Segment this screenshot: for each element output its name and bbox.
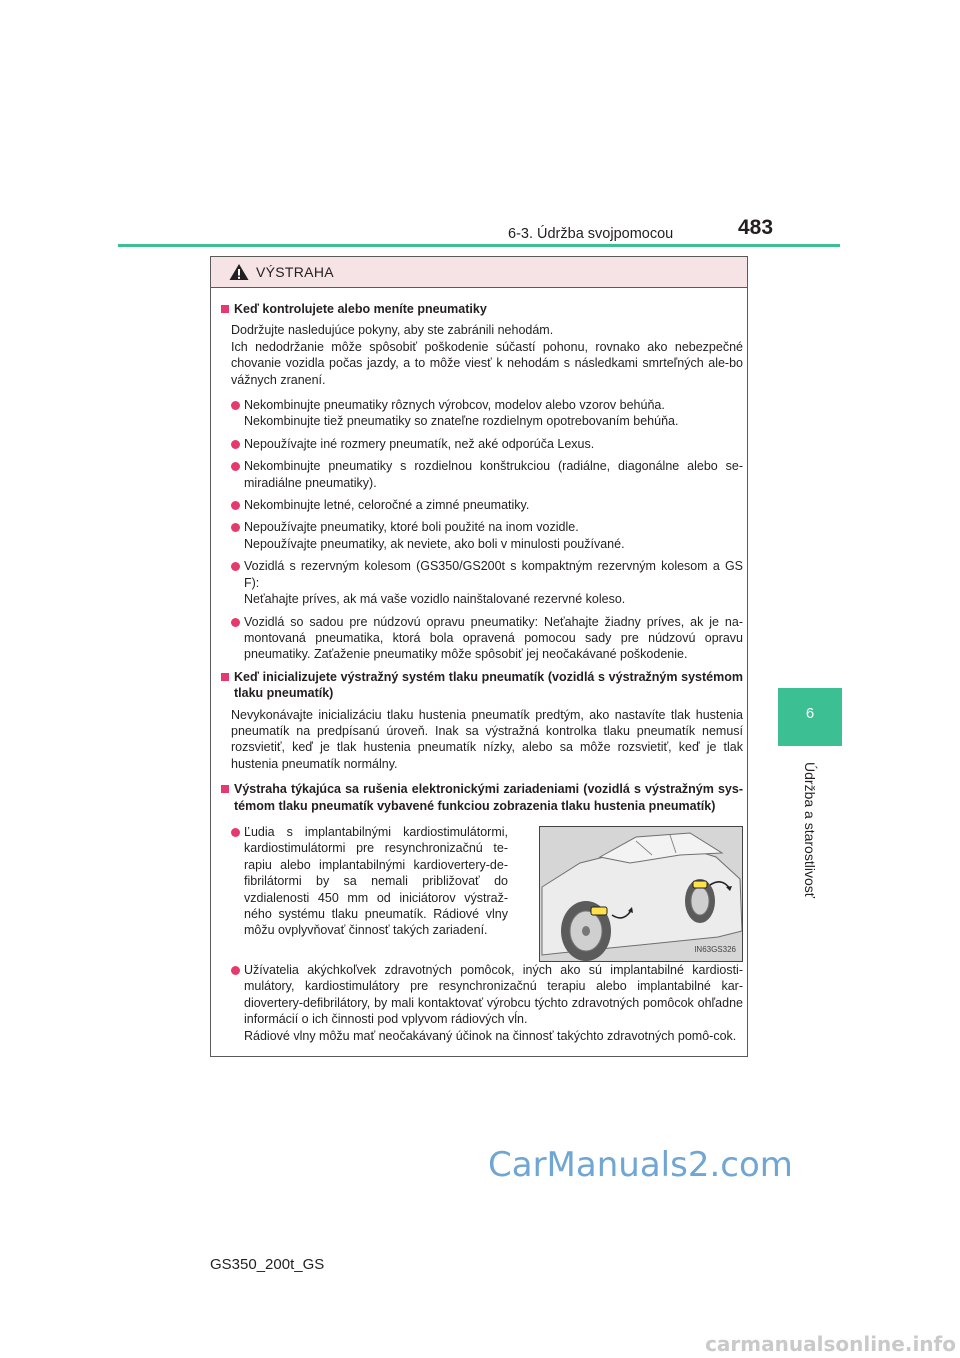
list-item: Nepoužívajte iné rozmery pneumatík, než aké odporúča Lexus. xyxy=(231,436,743,452)
circle-bullet-icon xyxy=(231,618,240,627)
section-intro: Dodržujte nasledujúce pokyny, aby ste zabránili nehodám. Ich nedodržanie môže spôsobiť poškodenie súčastí pohonu, rovnako ako nebezpečné chovanie vozidla počas jazdy, a to môže viesť k nehodám s následkami smrteľných ale-bo vážnych zranení. xyxy=(231,323,743,387)
bullet-list xyxy=(221,397,743,663)
list-item: Vozidlá so sadou pre núdzovú opravu pneumatiky: Neťahajte žiadny príves, ak je na-montovaná pneumatika, ktorá bola opravená pomocou sady pre núdzovú opravu pneumatiky. Zaťaženie pneumatiky môže spôsobiť jej neočakávané poškodenie. xyxy=(231,614,743,663)
list-item: Nekombinujte pneumatiky s rozdielnou konštrukciou (radiálne, diagonálne alebo se-miradiálne pneumatiky). xyxy=(231,458,743,491)
page-number: 483 xyxy=(738,216,774,239)
list-item: Nepoužívajte pneumatiky, ktoré boli použité na inom vozidle. Nepoužívajte pneumatiky, ak neviete, ako boli v minulosti používané. xyxy=(231,519,743,552)
circle-bullet-icon xyxy=(231,462,240,471)
circle-bullet-icon xyxy=(231,440,240,449)
header-rule xyxy=(118,244,840,247)
section-heading: Keď inicializujete výstražný systém tlaku pneumatík (vozidlá s výstražným systémom tlaku pneumatík) xyxy=(221,669,743,702)
watermark-logo: CarManuals2.com xyxy=(488,1145,793,1185)
circle-bullet-icon xyxy=(231,401,240,410)
list-item: Vozidlá s rezervným kolesom (GS350/GS200t s kompaktným rezervným kolesom a GS F): Neťahajte príves, ak má vaše vozidlo nainštalované rezervné koleso. xyxy=(231,558,743,607)
car-tire-illustration xyxy=(539,826,743,962)
footer-model: GS350_200t_GS xyxy=(210,1256,325,1273)
section-title: 6-3. Údržba svojpomocou xyxy=(508,226,674,242)
section-heading: Výstraha týkajúca sa rušenia elektronickými zariadeniami (vozidlá s výstražným sys-témom tlaku pneumatík vybavené funkciou zobrazenia tlaku hustenia pneumatík) xyxy=(221,781,743,814)
chapter-title: Údržba a starostlivosť xyxy=(802,762,818,898)
figure-row xyxy=(231,824,743,962)
chapter-number: 6 xyxy=(805,705,815,722)
figure-label: IN63GS326 xyxy=(694,944,736,954)
list-item: Ľudia s implantabilnými kardiostimulátormi, kardiostimulátormi pre resynchronizačnú te-rapiu alebo implantabilnými kardiovertery-de-fibrilátormi by sa nemali približovať do vzdialenosti 450 mm od iniciátorov výstraž-ného systému tlaku pneumatík. Rádiové vlny môžu ovplyvňovať činnosť takých zariadení. xyxy=(231,824,508,939)
list-item: Nekombinujte pneumatiky rôznych výrobcov, modelov alebo vzorov behúňa. Nekombinujte tiež pneumatiky so znateľne rozdielnym opotrebovaním behúňa. xyxy=(231,397,743,430)
warning-content xyxy=(221,301,743,1050)
bullet-list xyxy=(221,824,743,1044)
list-item: Užívatelia akýchkoľvek zdravotných pomôcok, iných ako sú implantabilné kardiosti-mulátory, kardiostimulátory pre resynchronizačnú terapiu alebo implantabilné kar-diovertery-defibrilátory, by mali kontaktovať výrobcu týchto zdravotných pomôcok ohľadne informácií o ich činnosti pod vplyvom rádiových vĺn. Rádiové vlny môžu mať neočakávaný účinok na činnosť takýchto zdravotných pomô-cok. xyxy=(231,962,743,1044)
square-bullet-icon xyxy=(221,305,229,313)
warning-header xyxy=(211,257,747,288)
square-bullet-icon xyxy=(221,673,229,681)
circle-bullet-icon xyxy=(231,828,240,837)
footer-url: carmanualsonline.info xyxy=(705,1332,956,1356)
warning-box xyxy=(210,256,748,1057)
list-item: Nekombinujte letné, celoročné a zimné pneumatiky. xyxy=(231,497,743,513)
circle-bullet-icon xyxy=(231,501,240,510)
section-paragraph: Nevykonávajte inicializáciu tlaku hustenia pneumatík predtým, ako nastavíte tlak hustenia pneumatík na predpísanú úroveň. Inak sa výstražná kontrolka tlaku pneumatík nemusí rozsvietiť, keď je tlak hustenia pneumatík nízky, alebo sa môže rozsvietiť, keď je tlak hustenia pneumatík normálny. xyxy=(231,707,743,771)
warning-triangle-icon xyxy=(229,263,249,281)
circle-bullet-icon xyxy=(231,562,240,571)
circle-bullet-icon xyxy=(231,523,240,532)
warning-title: VÝSTRAHA xyxy=(256,264,334,280)
chapter-tab xyxy=(778,688,842,746)
section-heading: Keď kontrolujete alebo meníte pneumatiky xyxy=(221,301,743,317)
circle-bullet-icon xyxy=(231,966,240,975)
square-bullet-icon xyxy=(221,785,229,793)
